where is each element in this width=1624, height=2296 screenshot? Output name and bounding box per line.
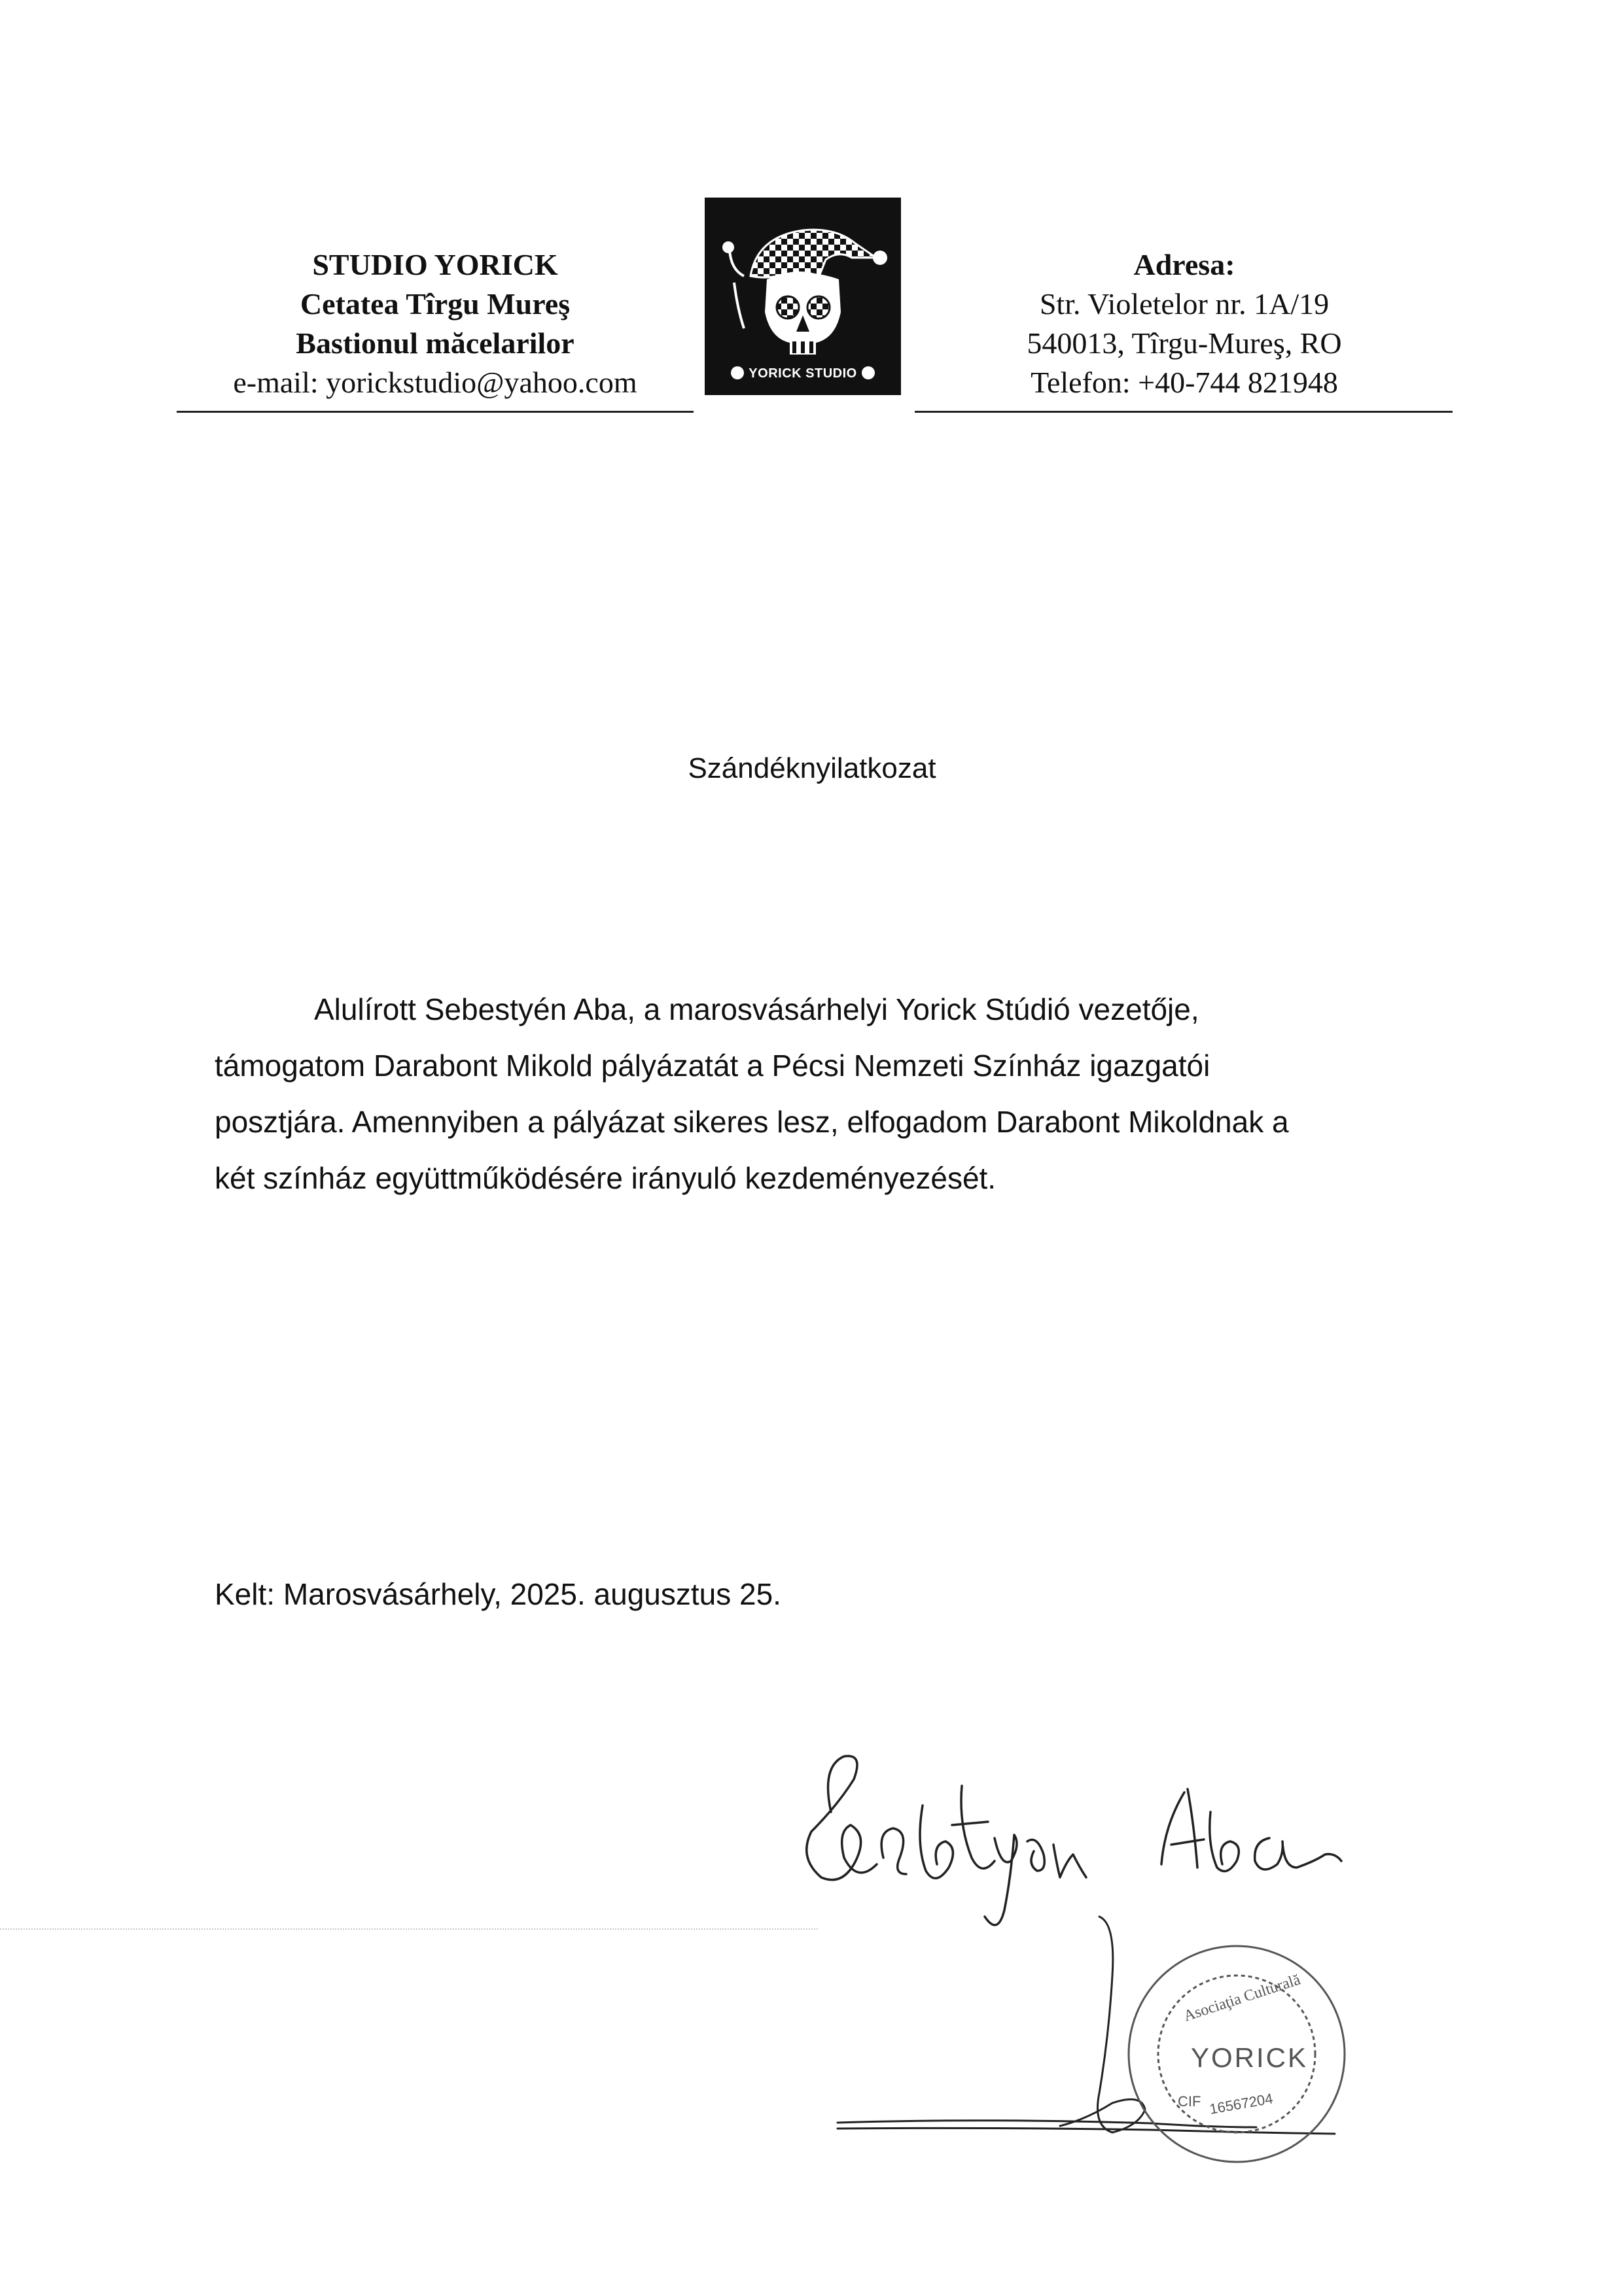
date-line: Kelt: Marosvásárhely, 2025. augusztus 25. — [215, 1577, 781, 1611]
studio-bastion: Bastionul măcelarilor — [296, 326, 574, 360]
letterhead-right — [916, 245, 1453, 402]
address-street: Str. Violetelor nr. 1A/19 — [1039, 287, 1330, 321]
stamp-cif-label: CIF — [1178, 2093, 1201, 2110]
logo-text: YORICK STUDIO — [749, 366, 857, 381]
scan-artifact-line — [0, 1928, 818, 1930]
studio-location: Cetatea Tîrgu Mureş — [300, 287, 571, 321]
letterhead-left-rule — [177, 411, 694, 413]
handwritten-signature — [807, 1756, 1341, 1924]
letterhead-left — [177, 245, 694, 402]
paragraph-line: Alulírott Sebestyén Aba, a marosvásárhelyi Yorick Stúdió vezetője, — [314, 992, 1199, 1026]
document-title: Szándéknyilatkozat — [688, 752, 936, 784]
studio-email: e-mail: yorickstudio@yahoo.com — [233, 366, 637, 399]
paragraph-line: támogatom Darabont Mikold pályázatát a Pécsi Nemzeti Színház igazgatói — [215, 1049, 1210, 1083]
stamp-yorick-text: YORICK — [1191, 2042, 1309, 2073]
stamp-cif-number: 16567204 — [1208, 2090, 1275, 2117]
stamp-association-text: Asociaţia Culturală — [1181, 1971, 1303, 2025]
jester-skull-logo — [705, 198, 901, 395]
body-paragraph — [215, 981, 1379, 1206]
paragraph-line: posztjára. Amennyiben a pályázat sikeres lesz, elfogadom Darabont Mikoldnak a — [215, 1105, 1289, 1139]
address-heading: Adresa: — [1133, 248, 1235, 281]
paragraph-line: két színház együttműködésére irányuló kezdeményezését. — [215, 1161, 997, 1195]
address-city: 540013, Tîrgu-Mureş, RO — [1027, 326, 1342, 360]
letterhead-right-rule — [915, 411, 1453, 413]
signature-and-stamp — [785, 1727, 1361, 2237]
address-phone: Telefon: +40-744 821948 — [1031, 366, 1338, 399]
studio-name: STUDIO YORICK — [312, 248, 558, 281]
